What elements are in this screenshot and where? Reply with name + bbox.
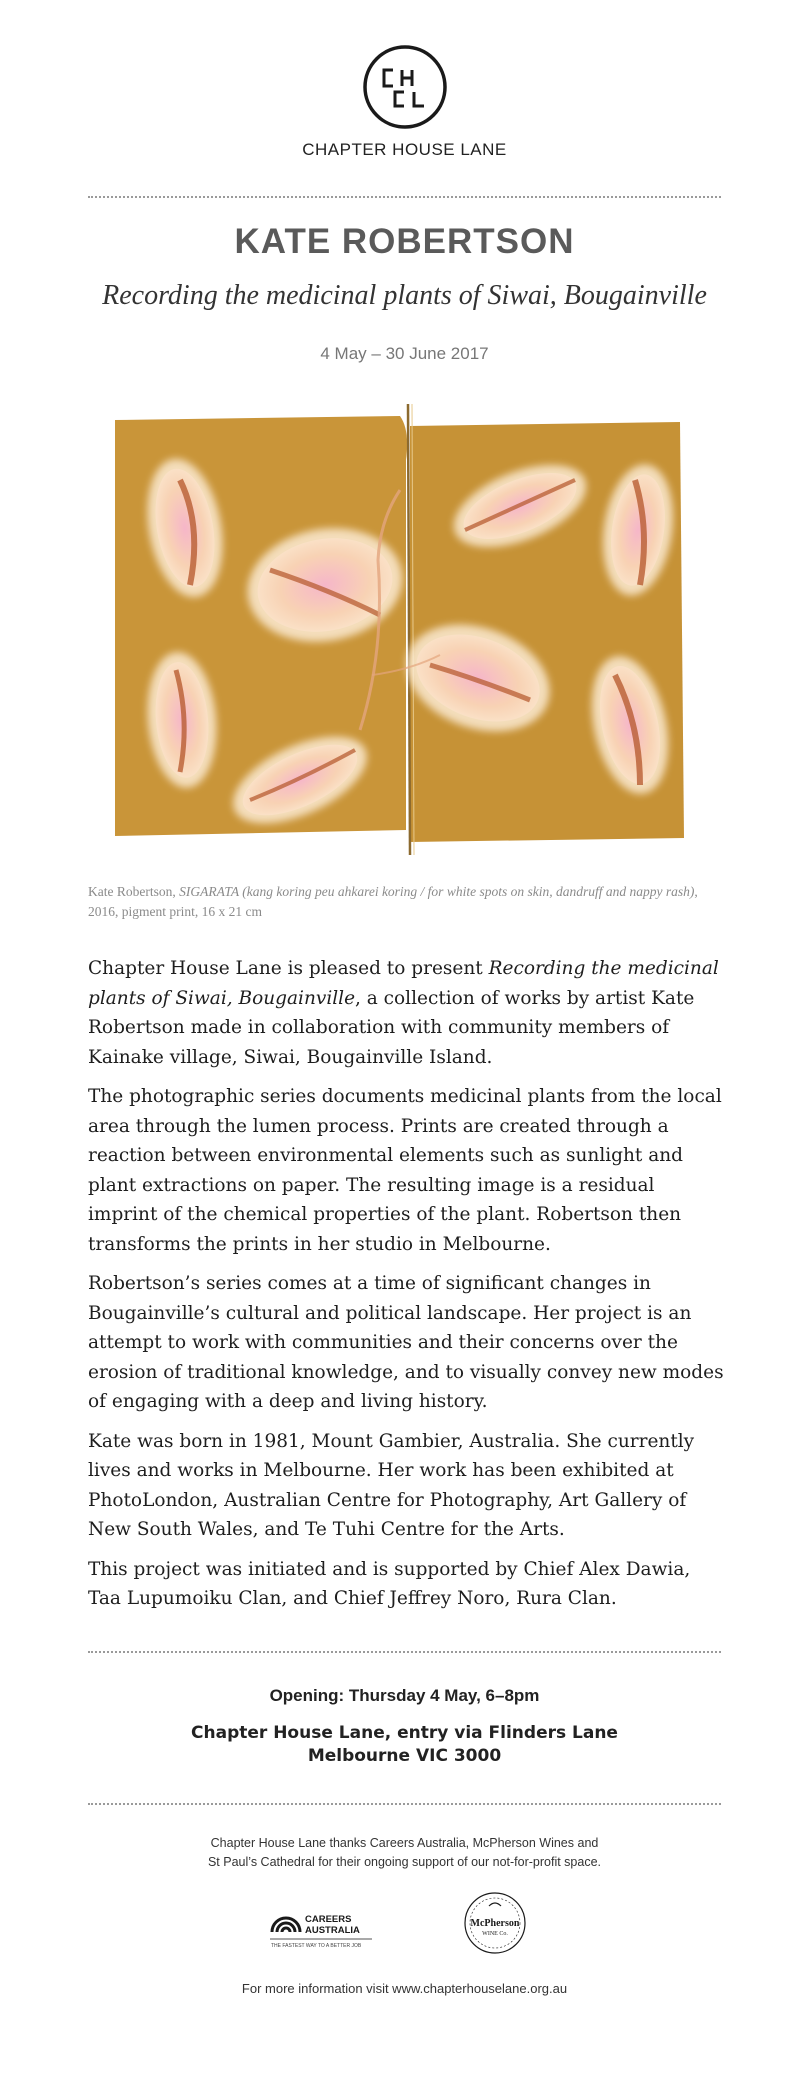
description-paragraph-1: Chapter House Lane is pleased to present Recording the medicinal plants of Siwai, Bougainville, a collection of works by artist Kate Robertson made in collaboration with community members of Kainake village, Siwai, Bougainville Island. (88, 958, 719, 1068)
exhibition-description (88, 954, 728, 1624)
venue-line-1: Chapter House Lane, entry via Flinders Lane (191, 1723, 618, 1743)
careers-name-2: AUSTRALIA (305, 1925, 360, 1936)
exhibition-title: Recording the medicinal plants of Siwai, Bougainville (102, 280, 707, 311)
mcpherson-sub: WINE Co. (482, 1931, 508, 1937)
divider (88, 1803, 721, 1805)
header (0, 44, 809, 160)
artwork-image (110, 400, 700, 870)
venue-address (0, 1722, 809, 1768)
description-paragraph-2: The photographic series documents medicinal plants from the local area through the lumen process. Prints are created through a reaction between environmental elements such as sunlight and plant extractions on paper. The resulting image is a residual imprint of the chemical properties of the plant. Robertson then transforms the prints in her studio in Melbourne. (88, 1086, 722, 1255)
sponsor-thanks (0, 1834, 809, 1872)
divider (88, 1651, 721, 1653)
opening-details: Opening: Thursday 4 May, 6–8pm (269, 1686, 540, 1705)
more-info-text: For more information visit www.chapterhouselane.org.au (241, 1981, 568, 1996)
caption-details: , 2016, pigment print, 16 x 21 cm (88, 884, 698, 919)
description-paragraph-5: This project was initiated and is supported by Chief Alex Dawia, Taa Lupumoiku Clan, and Chief Jeffrey Noro, Rura Clan. (88, 1558, 691, 1609)
thanks-line-2: St Paul’s Cathedral for their ongoing support of our not-for-profit space. (207, 1855, 602, 1869)
venue-line-2: Melbourne VIC 3000 (307, 1746, 502, 1766)
description-paragraph-3: Robertson’s series comes at a time of significant changes in Bougainville’s cultural and political landscape. Her project is an attempt to work with communities and their concerns over the erosion of traditional knowledge, and to visually convey new modes of engaging with a deep and living history. (88, 1273, 724, 1412)
logo-wordmark: CHAPTER HOUSE LANE (302, 140, 507, 159)
description-paragraph-4: Kate was born in 1981, Mount Gambier, Australia. She currently lives and works in Melbourne. Her work has been exhibited at PhotoLondon, Australian Centre for Photography, Art Gallery of New South Wales, and Te Tuhi Centre for the Arts. (88, 1430, 695, 1540)
careers-tagline: THE FASTEST WAY TO A BETTER JOB (271, 1943, 362, 1949)
divider (88, 196, 721, 198)
careers-australia-logo (268, 1902, 378, 1952)
exhibition-dates: 4 May – 30 June 2017 (320, 344, 489, 363)
chapter-house-lane-logo (362, 44, 448, 130)
careers-name-1: CAREERS (305, 1914, 352, 1925)
mcpherson-name: McPherson (470, 1918, 520, 1929)
artist-name: KATE ROBERTSON (234, 222, 575, 261)
caption-title: SIGARATA (kang koring peu ahkarei koring / for white spots on skin, dandruff and nappy rash) (179, 884, 695, 899)
mcpherson-wine-logo (462, 1890, 528, 1956)
artwork-caption (88, 882, 708, 922)
caption-artist: Kate Robertson, (88, 884, 180, 899)
thanks-line-1: Chapter House Lane thanks Careers Australia, McPherson Wines and (210, 1836, 599, 1850)
